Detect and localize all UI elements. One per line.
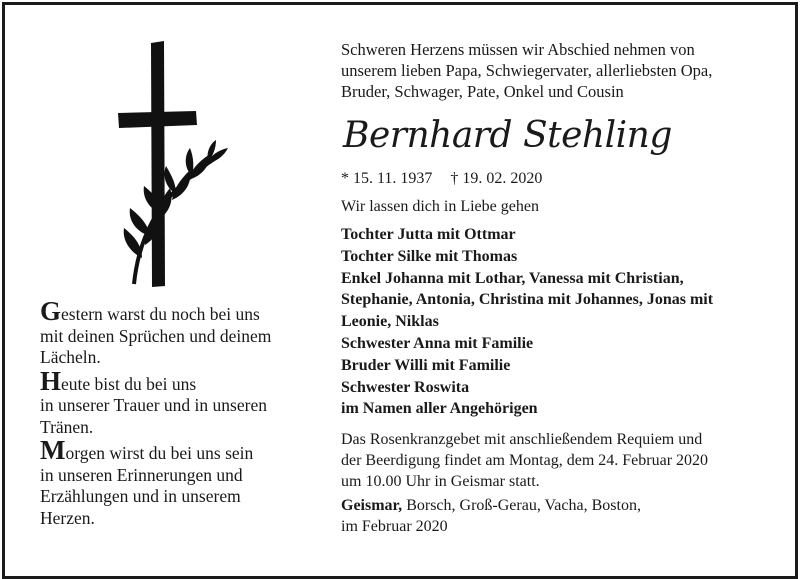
place-town: Geismar,	[341, 497, 403, 515]
place-others: Borsch, Groß-Gerau, Vacha, Boston,	[402, 497, 641, 515]
poem-first-line-rest: orgen wirst du bei uns sein	[65, 443, 254, 463]
mourner-line: Bruder Willi mit Familie	[341, 356, 511, 374]
deceased-name: Bernhard Stehling	[343, 115, 672, 156]
poem-initial: G	[40, 296, 62, 326]
mourner-line: Tochter Silke mit Thomas	[341, 247, 518, 265]
mourners-list	[341, 224, 771, 420]
mourner-line: Enkel Johanna mit Lothar, Vanessa mit Christian,	[341, 269, 684, 287]
poem-line: Erzählungen und in unserem	[40, 486, 241, 506]
intro-line: Bruder, Schwager, Pate, Onkel und Cousin	[341, 82, 624, 101]
intro-line: Schweren Herzens müssen wir Abschied nehmen von	[341, 40, 695, 59]
service-info	[341, 429, 771, 492]
motto: Wir lassen dich in Liebe gehen	[341, 198, 539, 215]
poem-initial: M	[40, 435, 66, 465]
poem-line: Herzen.	[40, 507, 95, 528]
poem-line	[40, 296, 330, 326]
mourner-line: Schwester Roswita	[341, 378, 470, 396]
life-dates	[341, 169, 771, 189]
service-line: um 10.00 Uhr in Geismar statt.	[341, 473, 540, 491]
poem-line: Lächeln.	[40, 347, 101, 367]
intro-text	[341, 39, 771, 102]
poem-stanza	[40, 296, 330, 369]
poem-line: Tränen.	[40, 416, 94, 437]
mourner-line: Leonie, Niklas	[341, 313, 439, 331]
poem-line	[40, 435, 330, 465]
poem-stanza	[40, 435, 330, 529]
mourner-line: Schwester Anna mit Familie	[341, 334, 534, 352]
poem-line: mit deinen Sprüchen und deinem	[40, 325, 272, 346]
notice-text-column	[341, 39, 771, 537]
poem-first-line-rest: eute bist du bei uns	[61, 373, 197, 394]
poem-first-line-rest: estern warst du noch bei uns	[61, 304, 260, 324]
poem-line: in unseren Erinnerungen und	[40, 464, 243, 485]
mourner-line: Tochter Jutta mit Ottmar	[341, 226, 516, 243]
cross-with-palm-branch-icon	[112, 40, 232, 290]
birth-date: * 15. 11. 1937	[341, 170, 433, 187]
intro-line: unserem lieben Papa, Schwiegervater, allerliebsten Opa,	[341, 61, 713, 80]
poem-stanza	[40, 365, 330, 439]
place-line	[341, 495, 771, 516]
place-date-line: im Februar 2020	[341, 518, 448, 536]
poem	[40, 296, 330, 531]
poem-line	[40, 365, 330, 396]
service-line: der Beerdigung findet am Montag, dem 24. Februar 2020	[341, 452, 709, 470]
mourner-line: im Namen aller Angehörigen	[341, 400, 538, 418]
poem-initial: H	[40, 365, 62, 396]
poem-line: in unserer Trauer und in unseren	[40, 395, 267, 415]
place-and-date	[341, 495, 771, 537]
service-line: Das Rosenkranzgebet mit anschließendem Requiem und	[341, 431, 703, 449]
mourner-line: Stephanie, Antonia, Christina mit Johannes, Jonas mit	[341, 291, 714, 309]
death-date: † 19. 02. 2020	[450, 170, 543, 187]
